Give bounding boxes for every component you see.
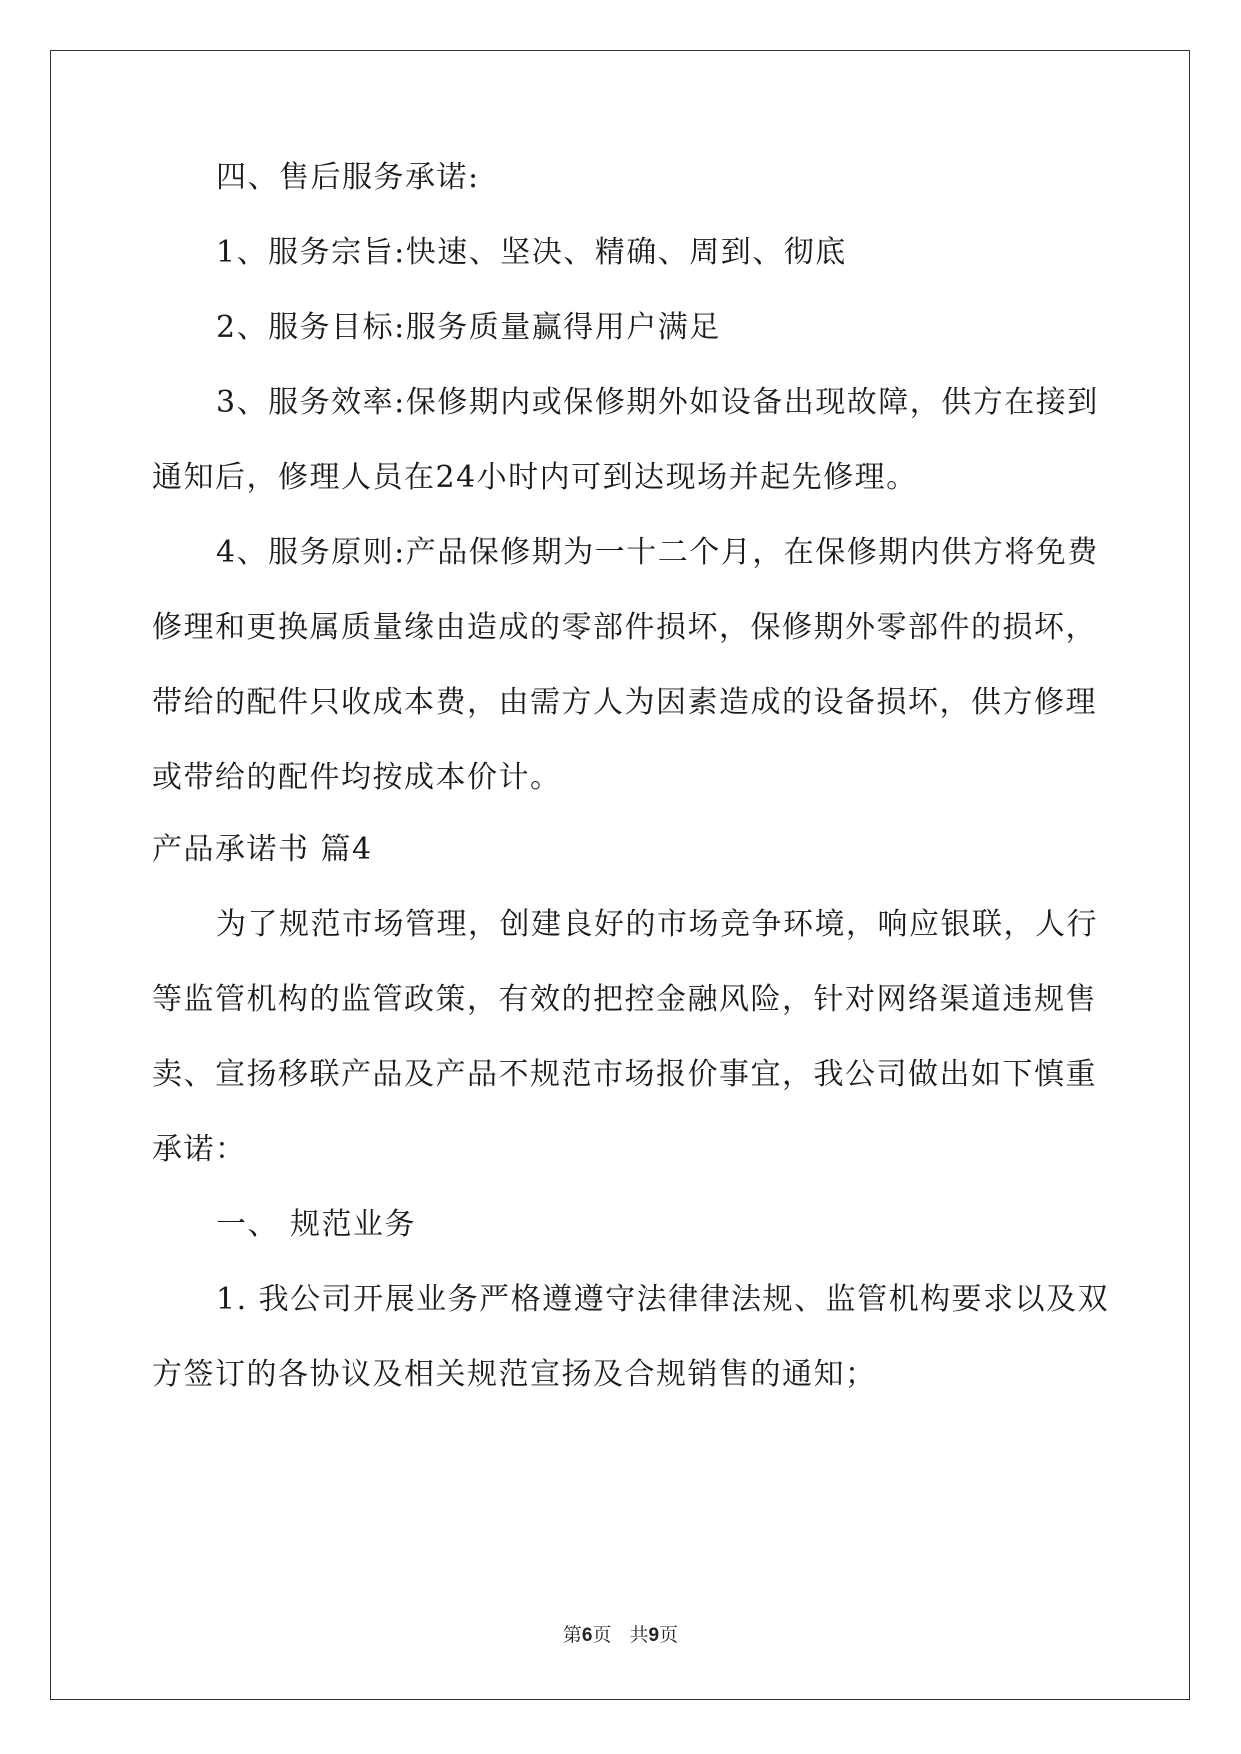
paragraph-line: 4、服务原则:产品保修期为一十二个月，在保修期内供方将免费 bbox=[216, 535, 1099, 570]
paragraph-line: 方签订的各协议及相关规范宣扬及合规销售的通知； bbox=[152, 1357, 877, 1392]
page-prefix: 第 bbox=[562, 1624, 582, 1646]
current-page-number: 6 bbox=[581, 1625, 593, 1646]
paragraph-line: 卖、宣扬移联产品及产品不规范市场报价事宜，我公司做出如下慎重 bbox=[152, 1057, 1097, 1092]
page-footer bbox=[0, 1623, 1241, 1648]
paragraph-line: 修理和更换属质量缘由造成的零部件损坏，保修期外零部件的损坏， bbox=[152, 610, 1097, 645]
list-item: 1. 我公司开展业务严格遵遵守法律律法规、监管机构要求以及双 bbox=[216, 1282, 1110, 1317]
article-title: 产品承诺书 篇4 bbox=[152, 832, 373, 867]
section-heading: 四、售后服务承诺: bbox=[216, 160, 480, 195]
page-border bbox=[50, 50, 1190, 1700]
paragraph-line: 通知后，修理人员在24小时内可到达现场并起先修理。 bbox=[152, 460, 918, 495]
list-item: 1、服务宗旨:快速、坚决、精确、周到、彻底 bbox=[216, 235, 847, 270]
paragraph-line: 为了规范市场管理，创建良好的市场竞争环境，响应银联，人行 bbox=[216, 907, 1098, 942]
paragraph-line: 承诺： bbox=[152, 1132, 247, 1167]
section-heading: 一、 规范业务 bbox=[216, 1207, 417, 1242]
paragraph-line: 或带给的配件均按成本价计。 bbox=[152, 760, 562, 795]
paragraph-line: 3、服务效率:保修期内或保修期外如设备出现故障，供方在接到 bbox=[216, 385, 1099, 420]
page-suffix: 页 bbox=[592, 1624, 612, 1646]
paragraph-line: 带给的配件只收成本费，由需方人为因素造成的设备损坏，供方修理 bbox=[152, 685, 1097, 720]
total-prefix: 共 bbox=[629, 1624, 649, 1646]
paragraph-line: 等监管机构的监管政策，有效的把控金融风险，针对网络渠道违规售 bbox=[152, 982, 1097, 1017]
total-suffix: 页 bbox=[659, 1624, 679, 1646]
total-page-number: 9 bbox=[648, 1625, 660, 1646]
list-item: 2、服务目标:服务质量赢得用户满足 bbox=[216, 310, 721, 345]
